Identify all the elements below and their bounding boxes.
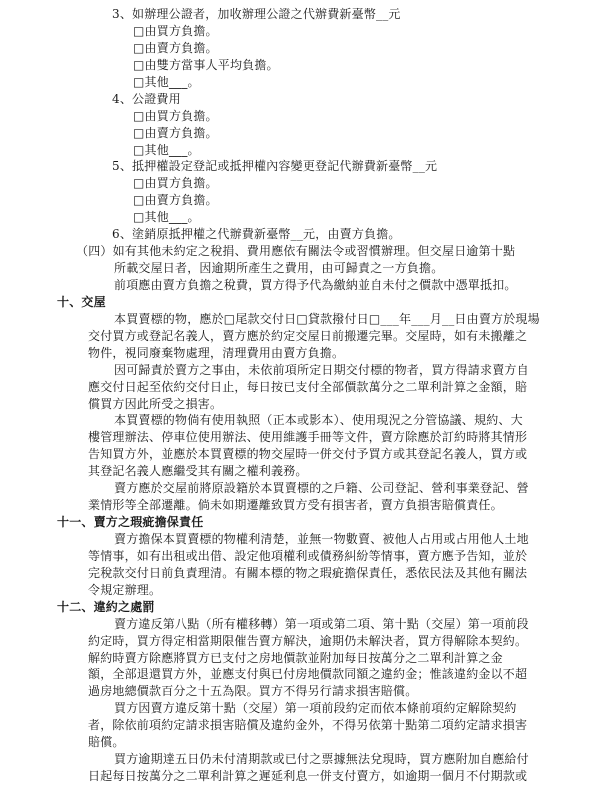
fee-item-5-option-buyer[interactable]: □由買方負擔。 [133, 176, 218, 191]
section-12-line: 賠償。 [88, 735, 125, 750]
fee-item-4-option-other[interactable]: □其他___。 [133, 142, 200, 157]
fee-item-6: 6、塗銷原抵押權之代辦費新臺幣__元，由賣方負擔。 [112, 227, 401, 242]
clause-4-line-3: 前項應由賣方負擔之稅費，買方得予代為繳納並自未付之價款中憑單抵扣。 [114, 277, 517, 292]
fee-item-3-option-split[interactable]: □由雙方當事人平均負擔。 [133, 57, 279, 72]
section-11-line: 完稅款交付日前負責理清。有關本標的物之瑕疵擔保責任，悉依民法及其他有關法 [88, 565, 528, 580]
fee-item-4-title: 4、公證費用 [112, 91, 181, 106]
fee-item-4-option-buyer[interactable]: □由買方負擔。 [133, 108, 218, 123]
section-12-line: 約定時，買方得定相當期限催告賣方解決，逾期仍未解決者，買方得解除本契約。 [88, 633, 528, 648]
fee-item-3-option-seller[interactable]: □由賣方負擔。 [133, 40, 218, 55]
section-10-line: 物件，視同廢棄物處理，清理費用由賣方負擔。 [88, 345, 345, 360]
fee-item-3-title: 3、如辦理公證者，加收辦理公證之代辦費新臺幣__元 [112, 7, 401, 21]
section-10-line: 告知買方外，並應於本買賣標的物交屋時一併交付予買方或其登記名義人，買方或 [88, 447, 528, 462]
section-10-line: 償買方因此所受之損害。 [88, 396, 223, 411]
section-11-heading: 十一、賣方之瑕疵擔保責任 [57, 515, 204, 529]
section-10-line: 其登記名義人應繼受其有關之權利義務。 [88, 464, 308, 479]
fee-item-5-title: 5、抵押權設定登記或抵押權內容變更登記代辦費新臺幣__元 [112, 159, 438, 174]
fee-item-3-option-buyer[interactable]: □由買方負擔。 [133, 23, 218, 38]
section-12-line: 額，全部退還買方外，並應支付與已付房地價款同額之違約金；惟該違約金以不超 [88, 667, 528, 682]
fee-item-5-option-seller[interactable]: □由賣方負擔。 [133, 193, 218, 208]
section-12-line: 買方因賣方違反第十點（交屋）第一項前段約定而依本條前項約定解除契約 [114, 701, 517, 716]
clause-4-line-2: 所載交屋日者，因逾期所產生之費用，由可歸責之一方負擔。 [114, 261, 444, 275]
section-10-line: 業情形等全部遷離。倘未如期遷離致買方受有損害者，賣方負損害賠償責任。 [88, 498, 503, 513]
section-12-line: 日起每日按萬分之二單利計算之遲延利息一併支付賣方，如逾期一個月不付期款或 [88, 769, 528, 783]
fee-item-3-option-other[interactable]: □其他___。 [133, 74, 200, 89]
section-10-line: 樓管理辦法、停車位使用辦法、使用維護手冊等文件，賣方除應於訂約時將其情形 [88, 430, 528, 445]
section-10-line: 賣方應於交屋前將原設籍於本買賣標的之戶籍、公司登記、營利事業登記、營 [114, 481, 529, 496]
section-10-line: 因可歸責於賣方之事由，未依前項所定日期交付標的物者，買方得請求賣方自 [114, 362, 529, 377]
section-12-heading: 十二、違約之處罰 [57, 599, 155, 614]
section-10-line: 交付買方或登記名義人，賣方應於約定交屋日前搬遷完畢。交屋時，如有未搬離之 [88, 328, 528, 343]
section-11-line: 賣方擔保本買賣標的物權利清楚，並無一物數賣、被他人占用或占用他人土地 [114, 531, 529, 546]
section-10-line: 本買賣標的物，應於□尾款交付日□貸款撥付日□___年___月__日由賣方於現場 [114, 311, 540, 326]
section-12-line: 解約時賣方除應將買方已支付之房地價款並附加每日按萬分之二單利計算之金 [88, 650, 503, 665]
section-12-line: 過房地總價款百分之十五為限。買方不得另行請求損害賠償。 [88, 684, 418, 699]
section-12-line: 賣方違反第八點（所有權移轉）第一項或第二項、第十點（交屋）第一項前段 [114, 616, 529, 631]
section-12-line: 者，除依前項約定請求損害賠償及違約金外，不得另依第十點第二項約定請求損害 [88, 718, 528, 733]
section-10-heading: 十、交屋 [57, 294, 106, 309]
section-11-line: 令規定辦理。 [88, 582, 162, 597]
fee-item-4-option-seller[interactable]: □由賣方負擔。 [133, 125, 218, 140]
section-11-line: 等情事，如有出租或出借、設定他項權利或債務糾紛等情事，賣方應予告知，並於 [88, 548, 528, 563]
section-10-line: 應交付日起至依約交付日止，每日按已支付全部價款萬分之二單利計算之金額，賠 [88, 379, 528, 394]
section-10-line: 本買賣標的物倘有使用執照（正本或影本）、使用現況之分管協議、規約、大 [114, 413, 523, 428]
section-12-line: 買方逾期達五日仍未付清期款或已付之票據無法兌現時，買方應附加自應給付 [114, 752, 529, 767]
clause-4-line-1: （四）如有其他未約定之稅捐、費用應依有關法令或習慣辦理。但交屋日逾第十點 [76, 244, 516, 259]
fee-item-5-option-other[interactable]: □其他___。 [133, 210, 200, 225]
